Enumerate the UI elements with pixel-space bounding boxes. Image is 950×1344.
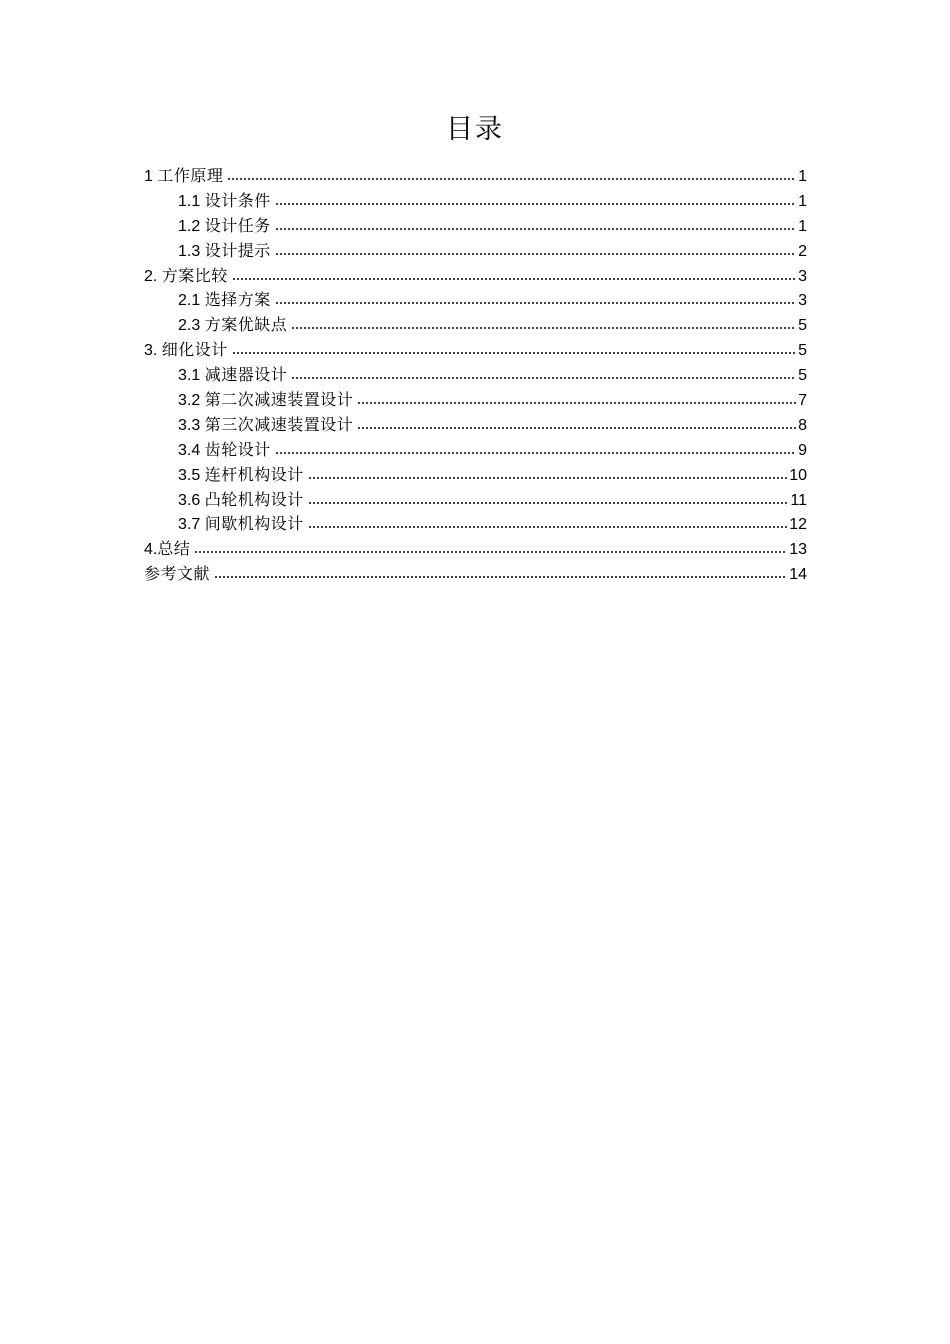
toc-entry[interactable] — [144, 164, 807, 189]
toc-entry-number: 3.3 — [178, 416, 205, 434]
toc-entry[interactable] — [144, 463, 807, 488]
table-of-contents — [144, 164, 807, 587]
toc-entry-number: 2.3 — [178, 317, 205, 335]
toc-dot-leader — [275, 302, 796, 304]
toc-page-number: 10 — [789, 466, 807, 484]
toc-entry-label — [178, 363, 287, 389]
toc-entry[interactable] — [144, 512, 807, 537]
toc-entry-label — [178, 313, 287, 339]
toc-entry-text: 减速器设计 — [204, 365, 288, 385]
toc-entry-text: 选择方案 — [204, 290, 271, 310]
toc-entry-label — [178, 512, 304, 538]
toc-dot-leader — [308, 502, 789, 504]
toc-dot-leader — [227, 178, 796, 180]
toc-entry-text: 参考文献 — [144, 564, 211, 584]
toc-page-number: 5 — [798, 367, 807, 385]
toc-entry-label — [144, 338, 228, 364]
toc-dot-leader — [232, 352, 796, 354]
toc-page-number: 2 — [798, 242, 807, 260]
toc-entry[interactable] — [144, 338, 807, 363]
toc-entry[interactable] — [144, 264, 807, 289]
toc-entry-text: 第三次减速装置设计 — [204, 414, 354, 434]
toc-entry[interactable] — [144, 562, 807, 587]
toc-page-number: 14 — [789, 566, 807, 584]
toc-dot-leader — [308, 526, 788, 528]
toc-entry-number: 2.1 — [178, 292, 205, 310]
toc-entry-number: 1.3 — [178, 242, 205, 260]
toc-entry-text: 总结 — [157, 539, 191, 559]
toc-dot-leader — [275, 253, 796, 255]
toc-dot-leader — [357, 427, 796, 429]
toc-dot-leader — [232, 278, 796, 280]
toc-page-number: 11 — [790, 491, 807, 509]
toc-entry-label — [178, 189, 271, 215]
toc-entry-number: 3.5 — [178, 466, 205, 484]
toc-dot-leader — [291, 327, 796, 329]
toc-entry-label — [178, 214, 271, 240]
toc-page-number: 12 — [789, 516, 807, 534]
toc-entry-number: 2. — [144, 267, 162, 285]
toc-entry-text: 设计提示 — [204, 240, 271, 260]
toc-page-number: 5 — [798, 342, 807, 360]
toc-entry[interactable] — [144, 288, 807, 313]
toc-entry-text: 间歇机构设计 — [204, 514, 304, 534]
toc-entry-text: 方案优缺点 — [204, 315, 288, 335]
toc-page-number: 1 — [798, 168, 807, 185]
toc-entry-text: 凸轮机构设计 — [204, 489, 304, 509]
toc-page-number: 3 — [798, 267, 807, 285]
toc-entry-number: 1.2 — [178, 217, 205, 235]
toc-entry-number: 3.7 — [178, 516, 205, 534]
toc-entry[interactable] — [144, 537, 807, 562]
toc-entry-label — [178, 413, 353, 439]
toc-entry-number: 3.2 — [178, 392, 205, 410]
toc-entry[interactable] — [144, 438, 807, 463]
toc-entry-label — [178, 388, 353, 414]
toc-entry-text: 方案比较 — [161, 265, 228, 285]
toc-entry[interactable] — [144, 488, 807, 513]
toc-dot-leader — [357, 402, 796, 404]
toc-page-number: 9 — [798, 441, 807, 459]
toc-entry-number: 3.1 — [178, 367, 205, 385]
toc-entry-text: 连杆机构设计 — [204, 464, 304, 484]
toc-entry-number: 1.1 — [178, 192, 205, 210]
toc-dot-leader — [275, 203, 796, 205]
toc-entry-number: 3.6 — [178, 491, 205, 509]
toc-page-number: 8 — [798, 416, 807, 434]
toc-entry-label — [178, 438, 271, 464]
toc-page-number: 7 — [798, 392, 807, 410]
toc-dot-leader — [214, 576, 787, 578]
toc-dot-leader — [308, 477, 788, 479]
toc-page-number: 1 — [798, 192, 807, 210]
page-title: 目录 — [446, 114, 504, 145]
toc-entry[interactable] — [144, 363, 807, 388]
toc-entry[interactable] — [144, 214, 807, 239]
toc-dot-leader — [291, 377, 796, 379]
toc-dot-leader — [275, 228, 796, 230]
toc-entry-text: 工作原理 — [157, 166, 224, 185]
toc-entry-label — [144, 164, 223, 190]
toc-entry-number: 3.4 — [178, 441, 205, 459]
toc-entry-label — [178, 239, 271, 265]
toc-entry-text: 设计任务 — [204, 215, 271, 235]
toc-page-number: 5 — [798, 317, 807, 335]
toc-page-number: 13 — [789, 541, 807, 559]
toc-dot-leader — [194, 551, 787, 553]
toc-entry[interactable] — [144, 413, 807, 438]
toc-dot-leader — [275, 452, 796, 454]
toc-entry-label — [144, 537, 190, 563]
toc-entry-label — [178, 288, 271, 314]
toc-page-number: 1 — [798, 217, 807, 235]
toc-page-number: 3 — [798, 292, 807, 310]
toc-entry-label — [178, 463, 304, 489]
toc-entry-text: 齿轮设计 — [204, 439, 271, 459]
toc-entry-label — [144, 562, 210, 588]
toc-entry[interactable] — [144, 189, 807, 214]
toc-entry-text: 第二次减速装置设计 — [204, 390, 354, 410]
toc-entry-number: 3. — [144, 342, 162, 360]
toc-entry-label — [178, 488, 304, 514]
toc-entry[interactable] — [144, 239, 807, 264]
toc-entry-number: 1 — [144, 168, 158, 185]
toc-entry[interactable] — [144, 313, 807, 338]
toc-entry[interactable] — [144, 388, 807, 413]
toc-entry-label — [144, 264, 228, 290]
toc-entry-text: 设计条件 — [204, 190, 271, 210]
toc-entry-number: 4. — [144, 541, 158, 559]
toc-entry-text: 细化设计 — [161, 340, 228, 360]
